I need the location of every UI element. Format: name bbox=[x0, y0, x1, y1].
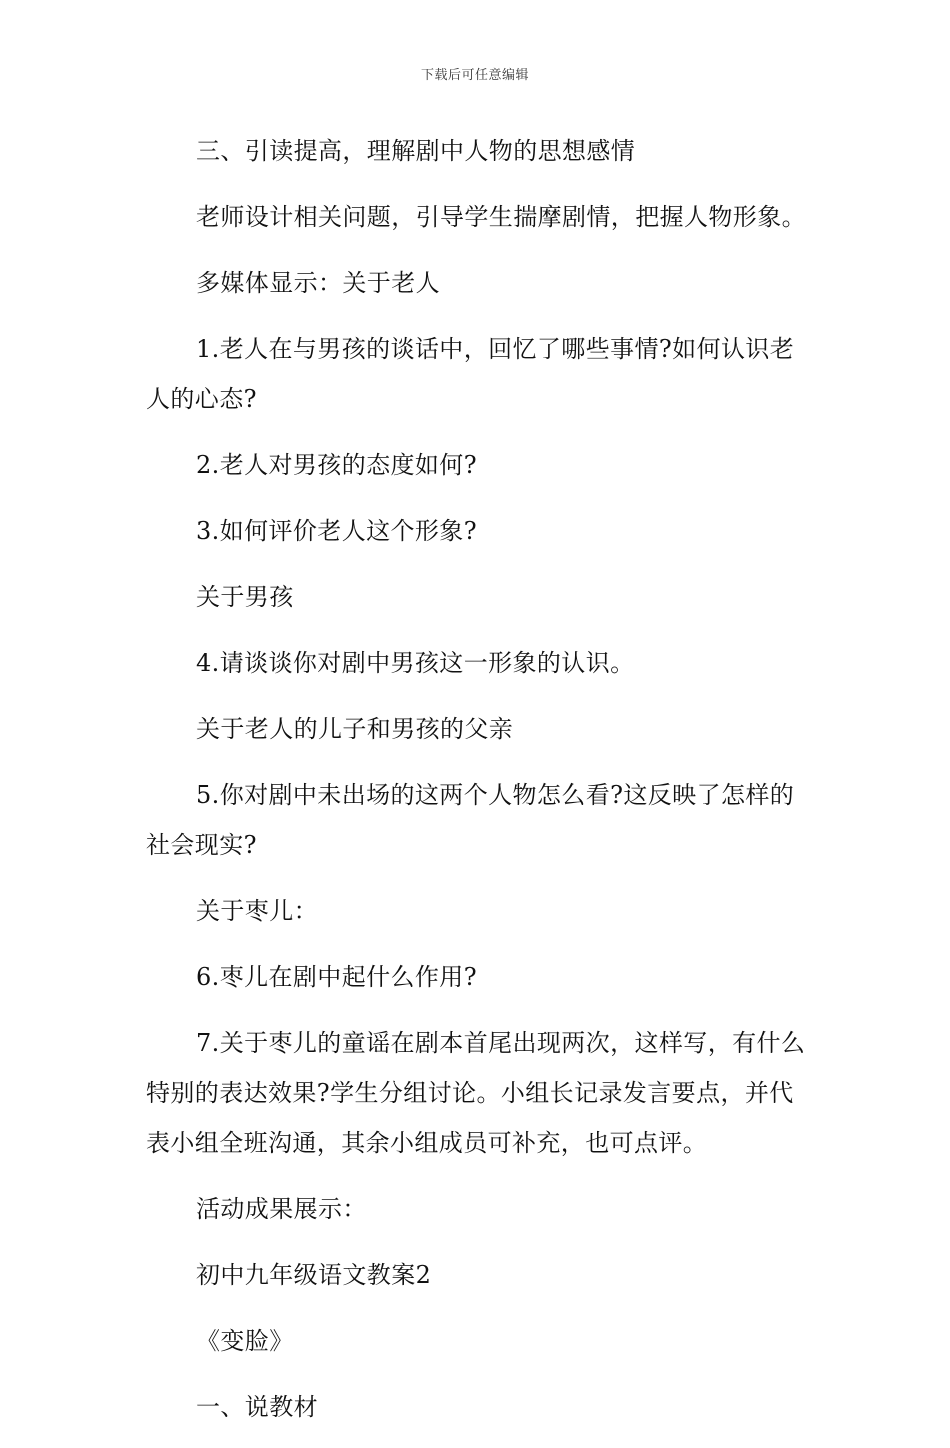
question-item: 3.如何评价老人这个形象? bbox=[196, 517, 477, 545]
question-item: 5.你对剧中未出场的这两个人物怎么看?这反映了怎样的社会现实? bbox=[146, 781, 795, 859]
question-item: 6.枣儿在剧中起什么作用? bbox=[196, 963, 477, 991]
text-title: 《变脸》 bbox=[196, 1327, 294, 1355]
section-heading: 三、引读提高，理解剧中人物的思想感情 bbox=[196, 137, 636, 165]
section-heading: 一、说教材 bbox=[196, 1393, 318, 1421]
subheading: 关于老人的儿子和男孩的父亲 bbox=[196, 715, 514, 743]
question-item: 7.关于枣儿的童谣在剧本首尾出现两次，这样写，有什么特别的表达效果?学生分组讨论。小组长记录发言要点，并代表小组全班沟通，其余小组成员可补充，也可点评。 bbox=[146, 1029, 806, 1157]
question-item: 2.老人对男孩的态度如何? bbox=[196, 451, 477, 479]
page-header: 下载后可任意编辑 bbox=[420, 68, 529, 83]
paragraph: 多媒体显示：关于老人 bbox=[196, 269, 440, 297]
document-body bbox=[146, 126, 810, 1448]
subheading: 关于男孩 bbox=[196, 583, 294, 611]
paragraph: 活动成果展示： bbox=[196, 1195, 367, 1223]
question-item: 1.老人在与男孩的谈话中，回忆了哪些事情?如何认识老人的心态? bbox=[146, 335, 795, 413]
lesson-title: 初中九年级语文教案2 bbox=[196, 1261, 432, 1289]
paragraph: 老师设计相关问题，引导学生揣摩剧情，把握人物形象。 bbox=[196, 203, 806, 231]
subheading: 关于枣儿： bbox=[196, 897, 318, 925]
question-item: 4.请谈谈你对剧中男孩这一形象的认识。 bbox=[196, 649, 635, 677]
